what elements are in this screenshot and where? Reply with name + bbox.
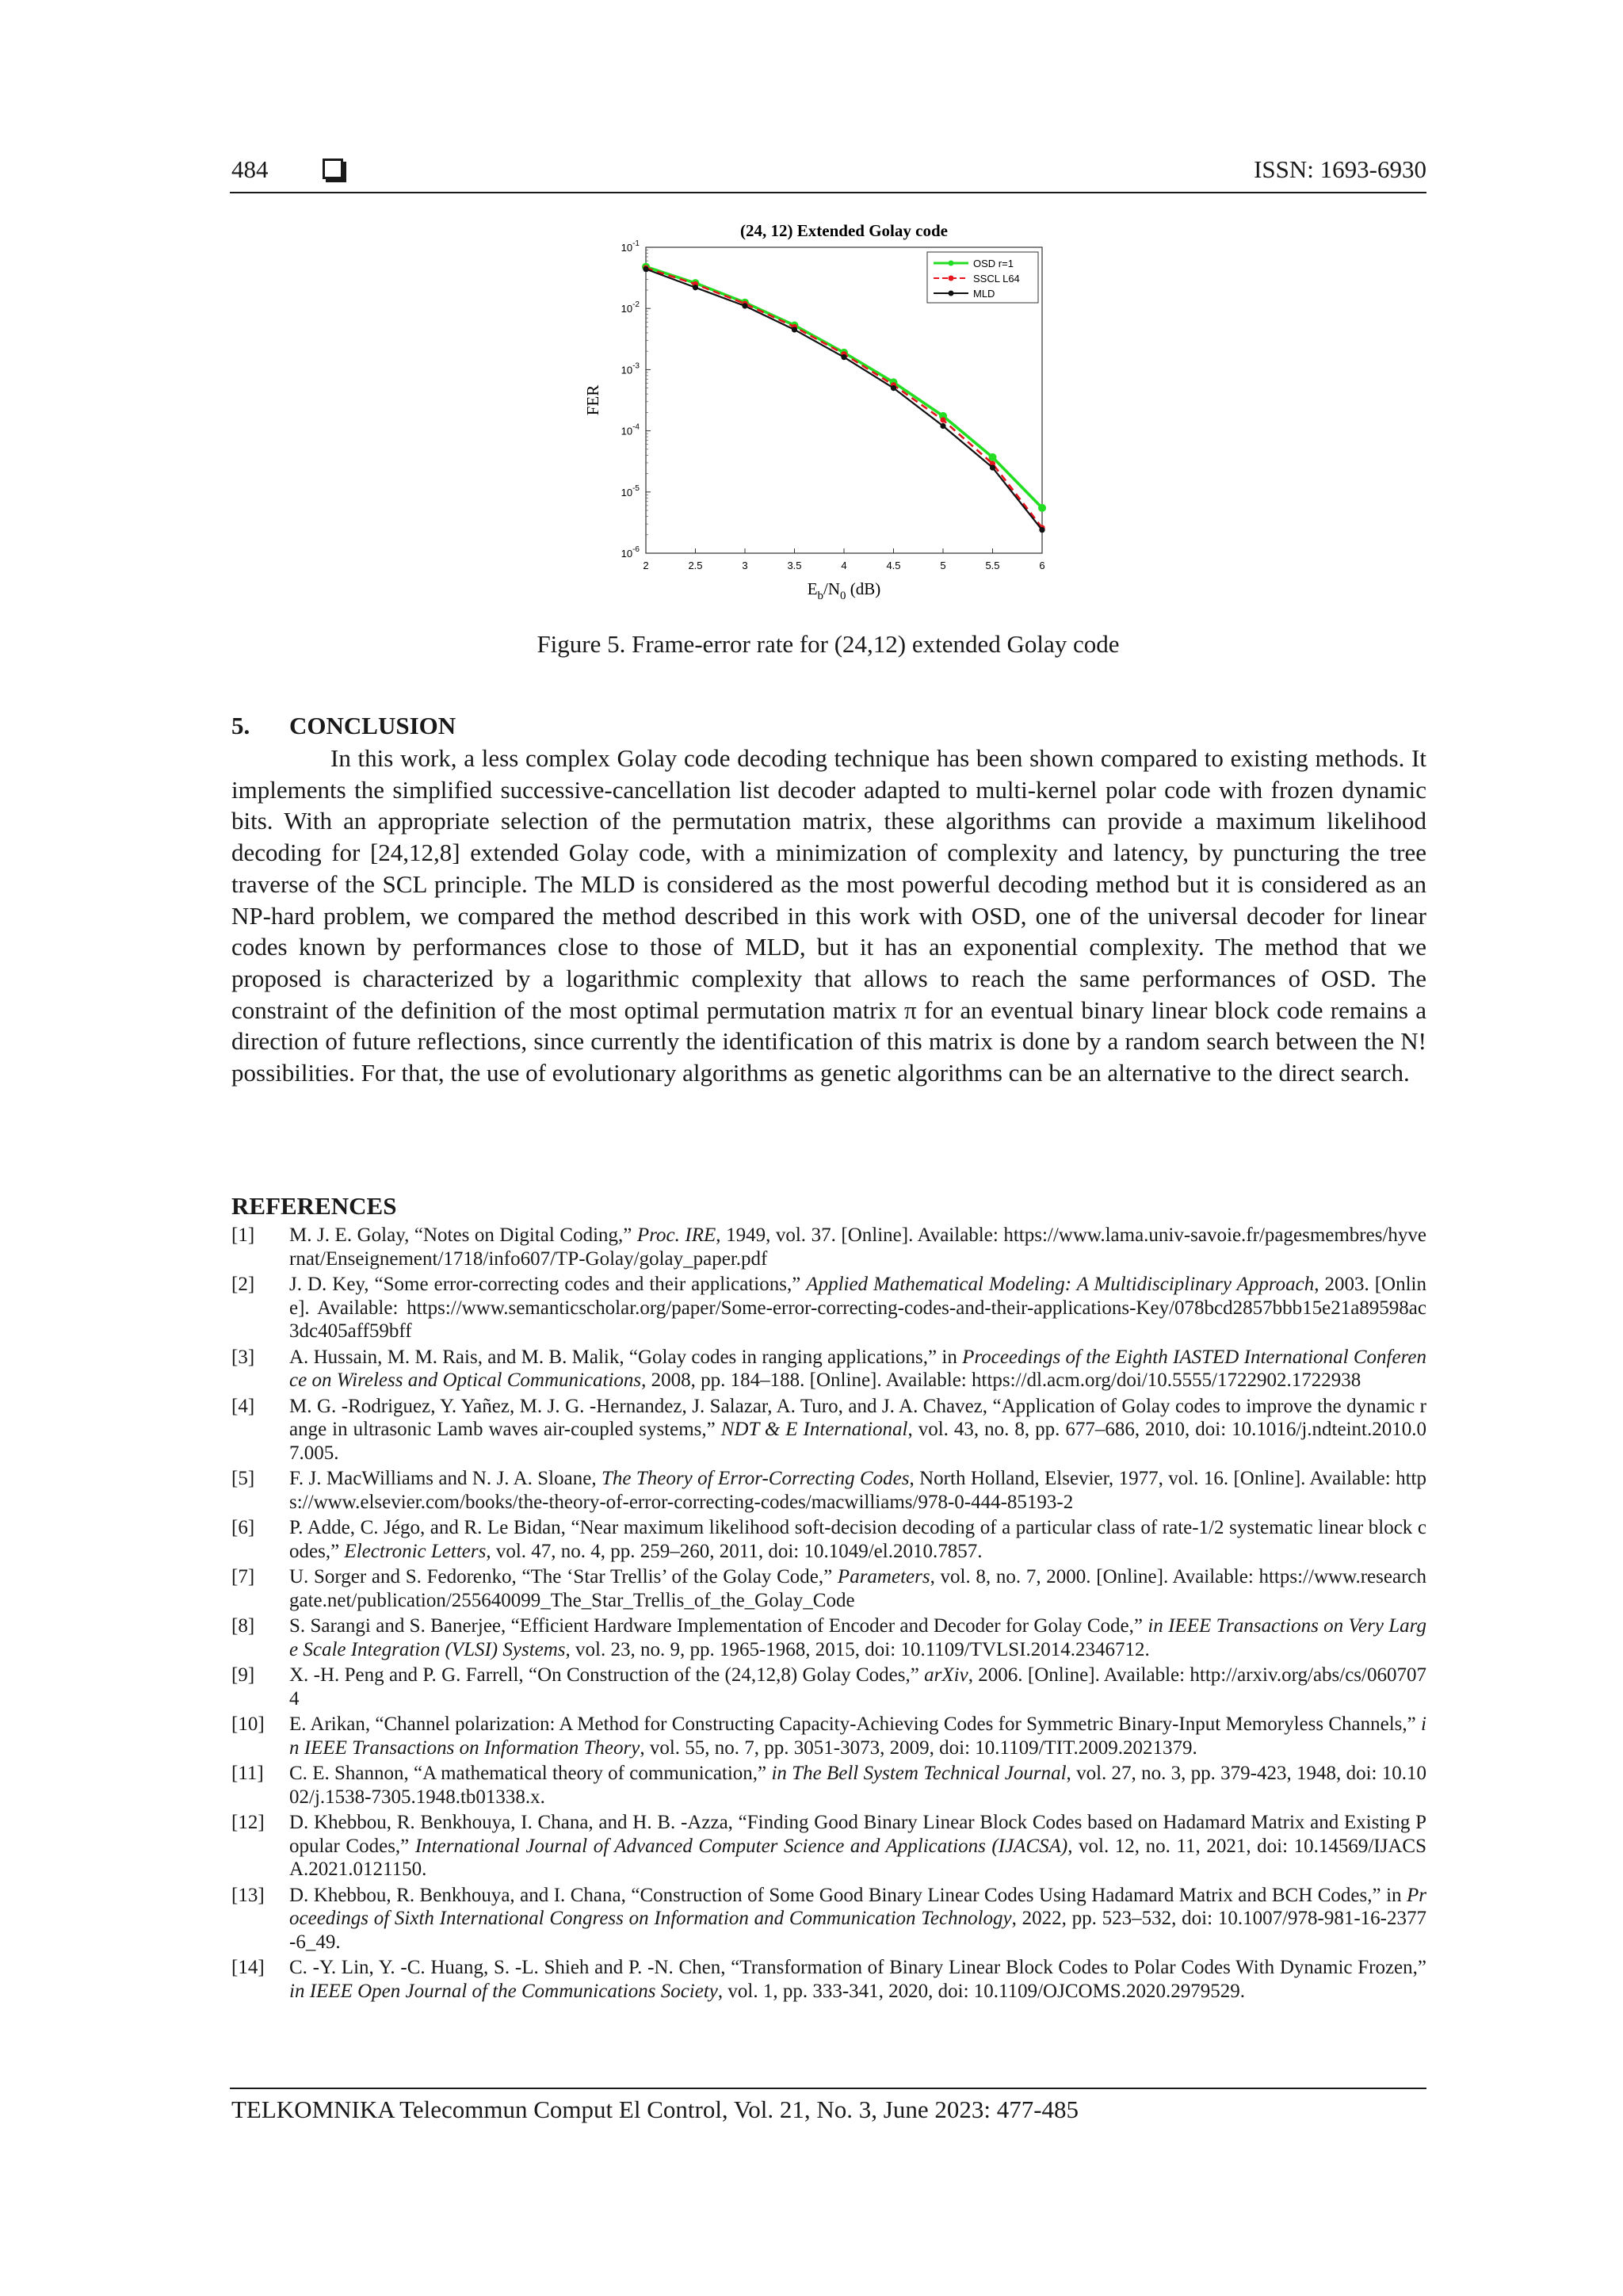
reference-number: [10] [231, 1713, 265, 1735]
reference-text: E. Arikan, “Channel polarization: A Method for Constructing Capacity-Achieving Codes for Symmetric Binary-Input Memoryless Channels,” in IEEE Transactions on Information Theory, vol. 55, no. 7, pp. 3051-3073, 2009, doi: 10.1109/TIT.2009.2021379. [289, 1713, 1426, 1759]
reference-item [231, 1811, 1426, 1881]
reference-item [231, 1664, 1426, 1710]
reference-item [231, 1467, 1426, 1514]
x-tick-label: 5 [940, 560, 946, 571]
reference-text: C. -Y. Lin, Y. -C. Huang, S. -L. Shieh and P. -N. Chen, “Transformation of Binary Linear Block Codes to Polar Codes With Dynamic Frozen,” in IEEE Open Journal of the Communications Society, vol. 1, pp. 333-341, 2020, doi: 10.1109/OJCOMS.2020.2979529. [289, 1957, 1426, 2002]
data-point [940, 417, 945, 422]
x-tick-label: 3.5 [787, 560, 802, 571]
reference-list [231, 1224, 1426, 2005]
reference-text: D. Khebbou, R. Benkhouya, I. Chana, and H. B. -Azza, “Finding Good Binary Linear Block Codes based on Hadamard Matrix and Existing Popular Codes,” International Journal of Advanced Computer Science and Applications (IJACSA), vol. 12, no. 11, 2021, doi: 10.14569/IJACSA.2021.0121150. [289, 1812, 1426, 1880]
reference-text: A. Hussain, M. M. Rais, and M. B. Malik, “Golay codes in ranging applications,” in Proceedings of the Eighth IASTED International Conference on Wireless and Optical Communications, 2008, pp. 184–188. [Online]. Available: https://dl.acm.org/doi/10.5555/1722902.1722938 [289, 1346, 1426, 1391]
reference-item [231, 1395, 1426, 1465]
legend-label: SSCL L64 [973, 273, 1020, 285]
legend-marker [949, 261, 954, 266]
legend-marker [949, 291, 954, 296]
section-title: CONCLUSION [289, 712, 456, 739]
x-tick-label: 3 [742, 560, 748, 571]
reference-text: M. J. E. Golay, “Notes on Digital Coding,” Proc. IRE, 1949, vol. 37. [Online]. Available: https://www.lama.univ-savoie.fr/pagesmembres/hyvernat/Enseignement/1718/info607/TP-Golay/golay_paper.pdf [289, 1224, 1426, 1270]
reference-number: [2] [231, 1274, 255, 1295]
data-point [693, 285, 698, 290]
reference-number: [6] [231, 1517, 255, 1538]
x-tick-label: 2 [643, 560, 649, 571]
reference-text: M. G. -Rodriguez, Y. Yañez, M. J. G. -Hernandez, J. Salazar, A. Turo, and J. A. Chavez, “Application of Golay codes to improve the dynamic range in ultrasonic Lamb waves air-coupled systems,” NDT & E International, vol. 43, no. 8, pp. 677–686, 2010, doi: 10.1016/j.ndteint.2010.07.005. [289, 1395, 1426, 1464]
footer-rule [230, 2088, 1426, 2089]
reference-item [231, 1956, 1426, 2003]
reference-number: [3] [231, 1346, 255, 1368]
reference-text: J. D. Key, “Some error-correcting codes and their applications,” Applied Mathematical Modeling: A Multidisciplinary Approach, 2003. [Online]. Available: https://www.semanticscholar.org/paper/Some-error-correcting-codes-and-their-applications-Key/078bcd2857bbb15e21a89598ac3dc405aff59bff [289, 1274, 1427, 1342]
reference-number: [8] [231, 1615, 255, 1637]
reference-number: [13] [231, 1884, 265, 1906]
reference-number: [9] [231, 1664, 255, 1686]
y-tick-label: $10^{-6}$ [621, 545, 640, 560]
conclusion-paragraph: In this work, a less complex Golay code decoding technique has been shown compared to existing methods. It implements the simplified successive-cancellation list decoder adapted to multi-kernel polar code with frozen dynamic bits. With an appropriate selection of the permutation matrix, these algorithms can provide a maximum likelihood decoding for [24,12,8] extended Golay code, with a minimization of complexity and latency, by puncturing the tree traverse of the SCL principle. The MLD is considered as the most powerful decoding method but it is considered as an NP-hard problem, we compared the method described in this work with OSD, one of the universal decoder for linear codes known by performances close to those of MLD, but it has an exponential complexity. The method that we proposed is characterized by a logarithmic complexity that allows to reach the same performances of OSD. The constraint of the definition of the most optimal permutation matrix π for an eventual binary linear block code remains a direction of future reflections, since currently the identification of this matrix is done by a random search between the N! possibilities. For that, the use of evolutionary algorithms as genetic algorithms can be an alternative to the direct search. [231, 744, 1426, 1087]
reference-item [231, 1713, 1426, 1759]
reference-number: [5] [231, 1468, 255, 1489]
x-tick-label: 2.5 [688, 560, 703, 571]
legend-marker [949, 276, 954, 281]
reference-item [231, 1224, 1426, 1270]
x-tick-label: 4.5 [886, 560, 901, 571]
y-tick-label: $10^{-1}$ [621, 239, 640, 254]
reference-item [231, 1273, 1426, 1343]
reference-text: C. E. Shannon, “A mathematical theory of communication,” in The Bell System Technical Journal, vol. 27, no. 3, pp. 379-423, 1948, doi: 10.1002/j.1538-7305.1948.tb01338.x. [289, 1763, 1426, 1808]
data-point [841, 354, 846, 360]
reference-text: S. Sarangi and S. Banerjee, “Efficient Hardware Implementation of Encoder and Decoder for Golay Code,” in IEEE Transactions on Very Large Scale Integration (VLSI) Systems, vol. 23, no. 9, pp. 1965-1968, 2015, doi: 10.1109/TVLSI.2014.2346712. [289, 1615, 1426, 1660]
legend-label: MLD [973, 288, 995, 300]
data-point [1038, 504, 1046, 512]
y-tick-label: $10^{-5}$ [621, 483, 640, 499]
reference-number: [1] [231, 1224, 255, 1246]
y-tick-label: $10^{-2}$ [621, 300, 640, 315]
reference-number: [7] [231, 1566, 255, 1587]
figure-5 [571, 214, 1078, 610]
data-point [742, 303, 747, 308]
reference-item [231, 1614, 1426, 1661]
data-point [940, 423, 945, 429]
reference-item [231, 1346, 1426, 1392]
reference-item [231, 1884, 1426, 1954]
data-point [990, 464, 995, 470]
reference-number: [11] [231, 1763, 264, 1784]
data-point [1039, 527, 1044, 533]
footer-citation: TELKOMNIKA Telecommun Comput El Control, Vol. 21, No. 3, June 2023: 477-485 [231, 2095, 1079, 2123]
data-point [643, 266, 648, 272]
x-tick-label: 5.5 [985, 560, 1000, 571]
reference-text: F. J. MacWilliams and N. J. A. Sloane, The Theory of Error-Correcting Codes, North Holland, Elsevier, 1977, vol. 16. [Online]. Available: https://www.elsevier.com/books/the-theory-of-error-correcting-codes/macwilliams/978-0-444-85193-2 [289, 1468, 1426, 1513]
chart-title: (24, 12) Extended Golay code [740, 221, 948, 240]
header-rule [230, 192, 1426, 193]
data-point [792, 327, 797, 332]
fer-chart [571, 214, 1078, 610]
reference-number: [12] [231, 1812, 265, 1833]
reference-text: P. Adde, C. Jégo, and R. Le Bidan, “Near maximum likelihood soft-decision decoding of a particular class of rate-1/2 systematic linear block codes,” Electronic Letters, vol. 47, no. 4, pp. 259–260, 2011, doi: 10.1049/el.2010.7857. [289, 1517, 1426, 1562]
y-tick-label: $10^{-4}$ [621, 422, 640, 437]
checkbox-square-icon [323, 159, 343, 179]
legend-label: OSD r=1 [973, 258, 1014, 269]
reference-text: D. Khebbou, R. Benkhouya, and I. Chana, “Construction of Some Good Binary Linear Codes Using Hadamard Matrix and BCH Codes,” in Proceedings of Sixth International Congress on Information and Communication Technology, 2022, pp. 523–532, doi: 10.1007/978-981-16-2377-6_49. [289, 1884, 1426, 1953]
issn: ISSN: 1693-6930 [1254, 155, 1426, 183]
x-axis-label: $E_b/N_0$ (dB) [807, 579, 881, 602]
x-tick-label: 6 [1039, 560, 1045, 571]
data-point [891, 385, 896, 391]
reference-item [231, 1516, 1426, 1563]
reference-item [231, 1565, 1426, 1612]
reference-number: [4] [231, 1395, 255, 1417]
references-heading: REFERENCES [231, 1192, 397, 1220]
reference-item [231, 1762, 1426, 1809]
reference-text: X. -H. Peng and P. G. Farrell, “On Construction of the (24,12,8) Golay Codes,” arXiv, 2006. [Online]. Available: http://arxiv.org/abs/cs/0607074 [289, 1664, 1426, 1710]
reference-text: U. Sorger and S. Fedorenko, “The ‘Star Trellis’ of the Golay Code,” Parameters, vol. 8, no. 7, 2000. [Online]. Available: https://www.researchgate.net/publication/255640099_The_Star_Trellis_of_the_Golay_Code [289, 1566, 1426, 1611]
x-tick-label: 4 [841, 560, 847, 571]
page-number: 484 [231, 155, 269, 183]
y-axis-label: FER [583, 384, 602, 416]
figure-caption: Figure 5. Frame-error rate for (24,12) extended Golay code [537, 630, 1120, 658]
reference-number: [14] [231, 1957, 265, 1978]
y-tick-label: $10^{-3}$ [621, 361, 640, 376]
section-number: 5. [231, 712, 250, 739]
section-heading [231, 712, 456, 740]
